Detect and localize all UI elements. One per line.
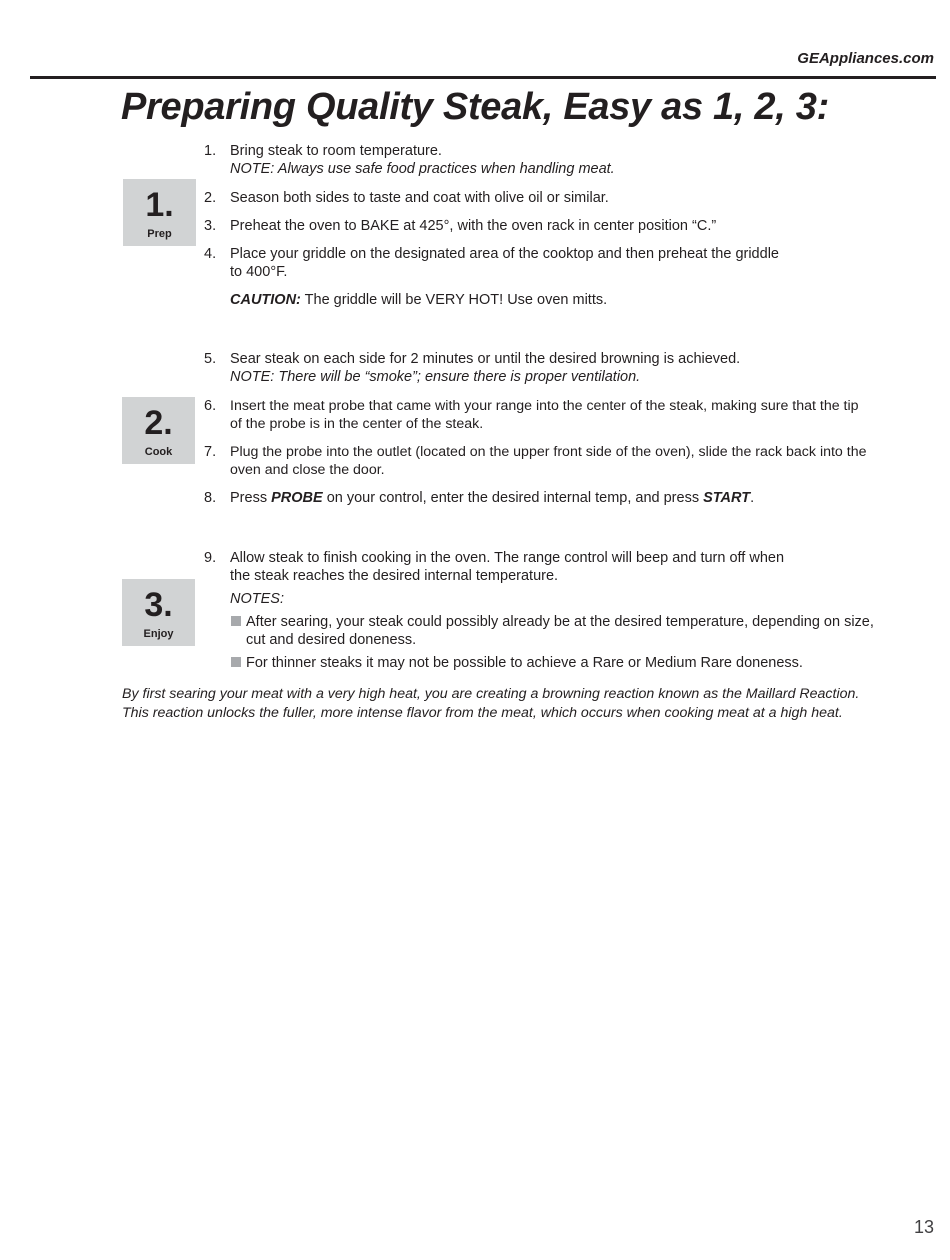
- page-number: 13: [913, 1217, 934, 1237]
- step-line: Plug the probe into the outlet (located on the upper front side of the oven), slide the rack back into the: [230, 444, 867, 460]
- step-number: 1.: [204, 143, 217, 159]
- badge-label: Prep: [147, 228, 172, 240]
- step-line: Bring steak to room temperature.: [230, 143, 442, 159]
- step-number: 4.: [204, 246, 217, 262]
- start-key-label: START: [703, 490, 751, 506]
- badge-label: Enjoy: [143, 628, 174, 640]
- step-number: 5.: [204, 351, 217, 367]
- step-line: Preheat the oven to BAKE at 425°, with the oven rack in center position “C.”: [230, 218, 717, 234]
- caution-note: [230, 291, 607, 309]
- step-number: 2.: [204, 190, 217, 206]
- bullet-text: [246, 613, 874, 649]
- header-rule: [30, 76, 936, 79]
- site-url: GEAppliances.com: [797, 50, 934, 67]
- step-note: NOTE: There will be “smoke”; ensure there is proper ventilation.: [230, 369, 641, 385]
- bullet-line: cut and desired doneness.: [246, 632, 417, 648]
- step-text: [230, 350, 740, 386]
- square-bullet-icon: [231, 657, 241, 667]
- step-text: [230, 142, 615, 178]
- step-line: Place your griddle on the designated area of the cooktop and then preheat the griddle: [230, 246, 779, 262]
- step-text-post: .: [750, 490, 755, 506]
- step-number: 9.: [204, 550, 217, 566]
- step-text-pre: Press: [230, 490, 272, 506]
- step-line: the steak reaches the desired internal temperature.: [230, 568, 559, 584]
- step-line: Season both sides to taste and coat with olive oil or similar.: [230, 190, 609, 206]
- closing-line: By first searing your meat with a very high heat, you are creating a browning reaction known as the Maillard Reaction.: [122, 686, 860, 702]
- step-line: of the probe is in the center of the steak.: [230, 416, 484, 432]
- closing-paragraph: [122, 685, 859, 723]
- badge-enjoy: [122, 579, 195, 646]
- step-number: 8.: [204, 490, 217, 506]
- badge-number: 3.: [144, 586, 173, 624]
- badge-cook: [122, 397, 195, 464]
- probe-key-label: PROBE: [271, 490, 323, 506]
- step-line: to 400°F.: [230, 264, 288, 280]
- closing-line: This reaction unlocks the fuller, more intense flavor from the meat, which occurs when cooking meat at a high heat.: [122, 705, 843, 721]
- caution-text: The griddle will be VERY HOT! Use oven mitts.: [300, 292, 608, 308]
- notes-label: NOTES:: [230, 591, 284, 607]
- badge-label: Cook: [144, 446, 173, 458]
- step-number: 6.: [204, 398, 217, 414]
- step-text: [230, 443, 866, 479]
- step-text: [230, 397, 859, 433]
- bullet-line: After searing, your steak could possibly already be at the desired temperature, depending on size,: [246, 614, 874, 630]
- step-number: 3.: [204, 218, 217, 234]
- step-line: Sear steak on each side for 2 minutes or until the desired browning is achieved.: [230, 351, 741, 367]
- caution-label: CAUTION:: [230, 292, 301, 308]
- badge-prep: [123, 179, 196, 246]
- step-line: Insert the meat probe that came with your range into the center of the steak, making sure that the tip: [230, 398, 859, 414]
- step-line: oven and close the door.: [230, 462, 385, 478]
- page-title: Preparing Quality Steak, Easy as 1, 2, 3:: [121, 86, 829, 128]
- bullet-line: For thinner steaks it may not be possible to achieve a Rare or Medium Rare doneness.: [246, 655, 803, 671]
- step-text: [230, 489, 754, 507]
- step-number: 7.: [204, 444, 217, 460]
- badge-number: 1.: [145, 186, 174, 224]
- step-text: [230, 549, 784, 585]
- badge-number: 2.: [144, 404, 173, 442]
- square-bullet-icon: [231, 616, 241, 626]
- step-note: NOTE: Always use safe food practices when handling meat.: [230, 161, 615, 177]
- step-text: [230, 245, 779, 281]
- step-line: Allow steak to finish cooking in the oven. The range control will beep and turn off when: [230, 550, 785, 566]
- step-text-mid: on your control, enter the desired internal temp, and press: [322, 490, 704, 506]
